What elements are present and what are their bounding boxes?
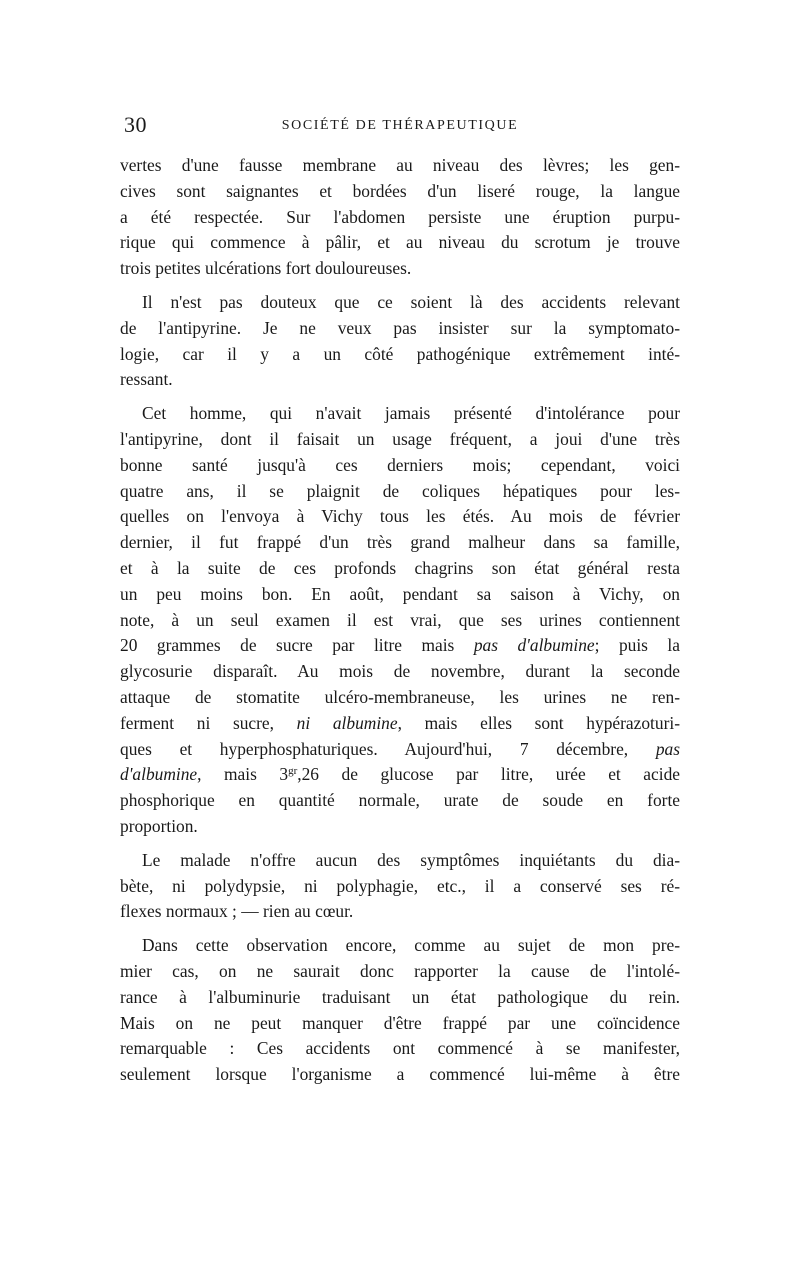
text-line: rique qui commence à pâlir, et au niveau du scrotum je trouve <box>120 232 680 253</box>
text-line: vertes d'une fausse membrane au niveau des lèvres; les gen- <box>120 155 680 175</box>
text-line: Mais on ne peut manquer d'être frappé par une coïncidence <box>120 1012 680 1033</box>
text-line: un peu moins bon. En août, pendant sa saison à Vichy, on <box>120 583 680 604</box>
italic-text: d'albumine <box>120 764 198 785</box>
text-line: note, à un seul examen il est vrai, que ses urines contiennent <box>120 609 680 630</box>
paragraph <box>120 401 680 840</box>
italic-text: pas d'albumine <box>473 635 595 656</box>
paragraph <box>120 290 680 393</box>
text-line: bète, ni polydypsie, ni polyphagie, etc., il a conservé ses ré- <box>120 875 680 896</box>
text-line: Le malade n'offre aucun des symptômes inquiétants du dia- <box>142 849 680 870</box>
text-line: mier cas, on ne saurait donc rapporter la cause de l'intolé- <box>120 960 680 981</box>
text-line: Dans cette observation encore, comme au sujet de mon pre- <box>142 935 680 956</box>
text-line <box>120 762 680 788</box>
text-line <box>120 737 680 763</box>
text-line: attaque de stomatite ulcéro-membraneuse, les urines ne ren- <box>120 686 680 707</box>
italic-text: pas <box>655 738 680 759</box>
text-line: quatre ans, il se plaignit de coliques hépatiques pour les- <box>120 480 680 501</box>
text-line <box>120 711 680 737</box>
body-text <box>120 153 680 1088</box>
text-line: logie, car il y a un côté pathogénique extrêmement inté- <box>120 343 680 364</box>
text-run: ques et hyperphosphaturiques. Aujourd'hui, 7 décembre, <box>120 738 656 759</box>
text-line: l'antipyrine, dont il faisait un usage fréquent, a joui d'une très <box>120 428 680 449</box>
text-run: , mais 3 <box>197 764 289 785</box>
paragraph <box>120 153 680 282</box>
text-line: a été respectée. Sur l'abdomen persiste une éruption purpu- <box>120 206 680 227</box>
text-line: ressant. <box>120 369 173 390</box>
text-line: cives sont saignantes et bordées d'un liseré rouge, la langue <box>120 180 680 201</box>
text-line: Cet homme, qui n'avait jamais présenté d'intolérance pour <box>142 403 680 424</box>
italic-text: ni albumine <box>296 712 398 733</box>
page-header <box>120 112 680 142</box>
text-line: flexes normaux ; — rien au cœur. <box>120 901 354 922</box>
text-line: quelles on l'envoya à Vichy tous les étés. Au mois de février <box>120 506 680 527</box>
text-run: ferment ni sucre, <box>120 712 297 733</box>
text-line: remarquable : Ces accidents ont commencé à se manifester, <box>120 1038 680 1059</box>
text-line: glycosurie disparaît. Au mois de novembre, durant la seconde <box>120 661 680 682</box>
superscript-unit: gr <box>288 765 298 778</box>
text-line: Il n'est pas douteux que ce soient là des accidents relevant <box>142 291 680 312</box>
text-line: trois petites ulcérations fort douloureuses. <box>120 258 412 279</box>
text-line: phosphorique en quantité normale, urate de soude en forte <box>120 790 680 811</box>
text-run: 20 grammes de sucre par litre mais <box>120 635 474 656</box>
text-line <box>120 633 680 659</box>
text-line: de l'antipyrine. Je ne veux pas insister sur la symptomato- <box>120 317 680 338</box>
paragraph <box>120 848 680 925</box>
text-run: ,26 de glucose par litre, urée et acide <box>297 764 680 785</box>
text-run: , mais elles sont hypérazoturi- <box>397 712 680 733</box>
text-line: proportion. <box>120 815 198 836</box>
text-line: dernier, il fut frappé d'un très grand malheur dans sa famille, <box>120 532 680 553</box>
paragraph <box>120 933 680 1088</box>
text-line: seulement lorsque l'organisme a commencé lui-même à être <box>120 1064 680 1085</box>
text-line: et à la suite de ces profonds chagrins son état général resta <box>120 557 680 578</box>
page-number: 30 <box>124 112 147 137</box>
text-run: ; puis la <box>594 635 680 656</box>
text-line: rance à l'albuminurie traduisant un état pathologique du rein. <box>120 986 680 1007</box>
running-title: SOCIÉTÉ DE THÉRAPEUTIQUE <box>281 118 519 133</box>
text-line: bonne santé jusqu'à ces derniers mois; cependant, voici <box>120 454 680 475</box>
